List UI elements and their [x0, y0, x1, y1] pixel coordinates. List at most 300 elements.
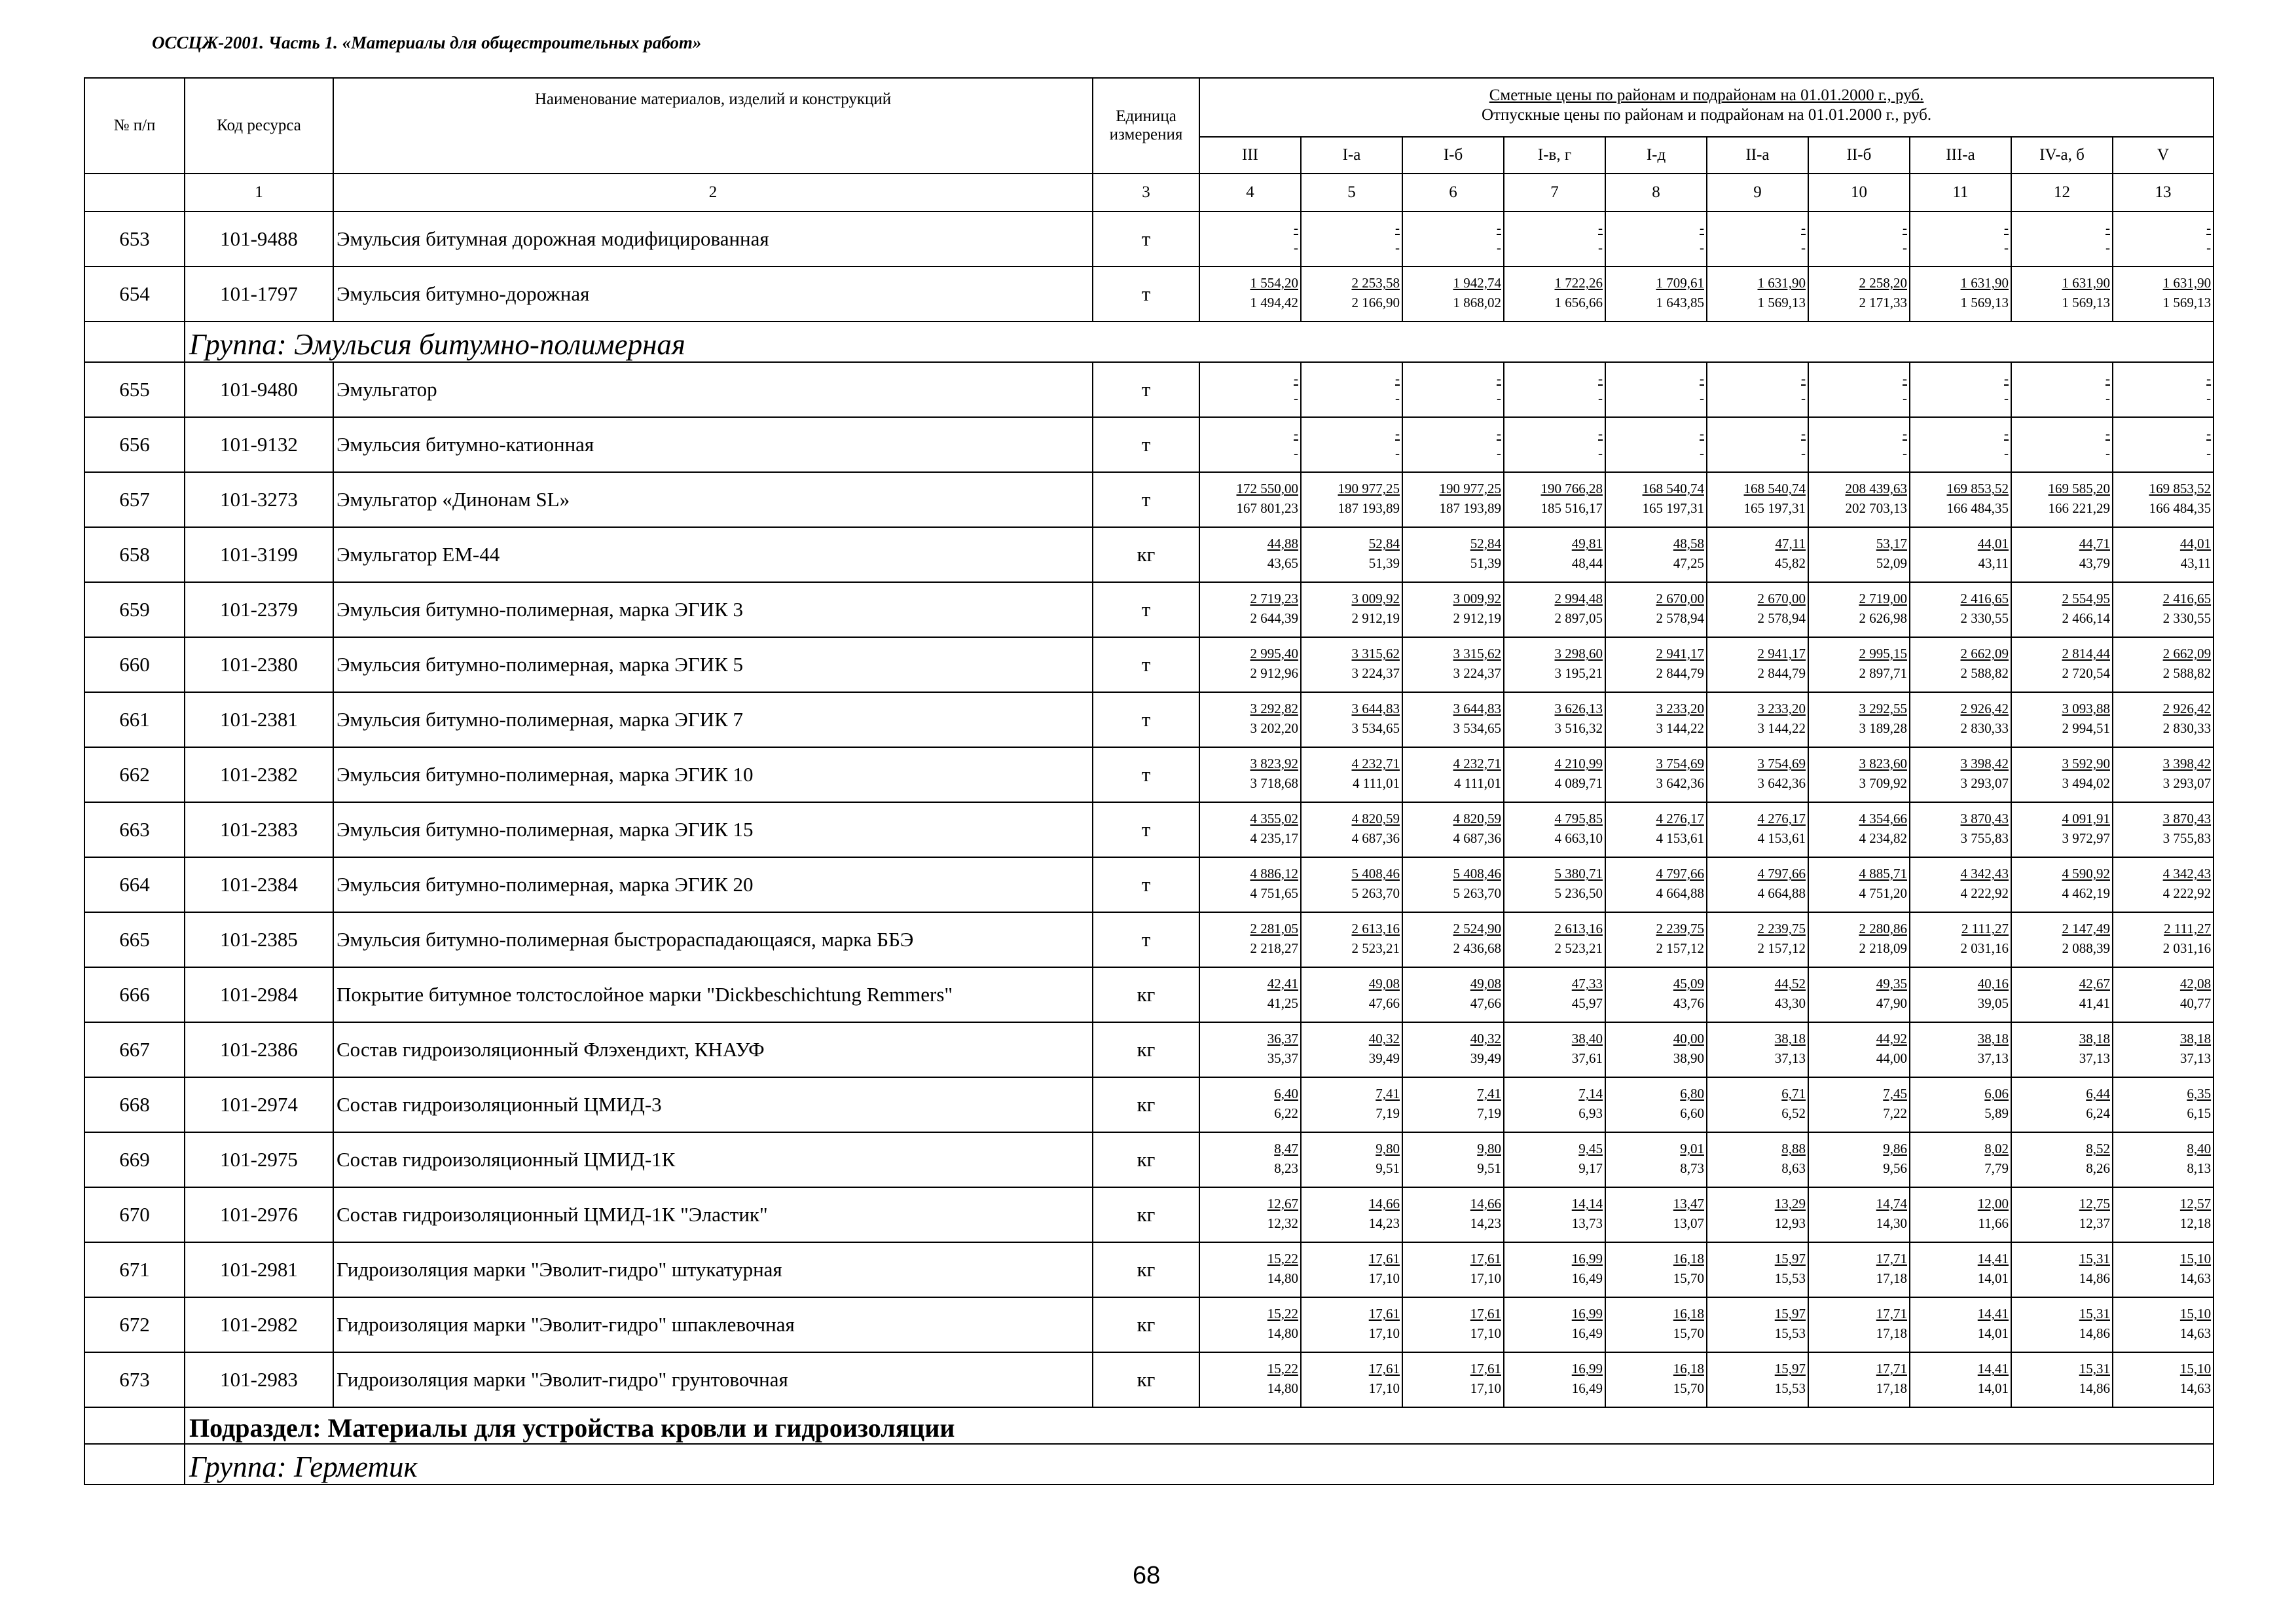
group-title: Группа: Эмульсия битумно-полимерная — [185, 322, 2214, 362]
release-price: - — [1497, 445, 1501, 461]
price-cell — [1504, 802, 1605, 857]
estimate-price: - — [1497, 371, 1501, 386]
group-title: Группа: Герметик — [185, 1444, 2214, 1485]
estimate-price: 12,57 — [2179, 1196, 2212, 1211]
unit: т — [1093, 582, 1199, 637]
price-cell — [2011, 582, 2113, 637]
estimate-price: 16,18 — [1673, 1251, 1704, 1266]
price-cell — [1808, 527, 1910, 582]
release-price: 1 656,66 — [1554, 295, 1603, 310]
estimate-price: 2 147,49 — [2062, 921, 2110, 936]
estimate-price: 6,71 — [1781, 1086, 1806, 1101]
release-price: 43,30 — [1774, 995, 1806, 1011]
release-price: 39,05 — [1977, 995, 2009, 1011]
estimate-price: 2 662,09 — [2162, 646, 2212, 661]
region-header: I-в, г — [1504, 137, 1605, 174]
release-price: 37,13 — [1774, 1050, 1806, 1066]
table-row — [84, 472, 2214, 527]
release-price: 8,63 — [1781, 1160, 1806, 1176]
release-price: 5 236,50 — [1554, 885, 1603, 901]
release-price: 2 218,27 — [1250, 940, 1298, 956]
price-cell — [2011, 747, 2113, 802]
estimate-price: 3 009,92 — [1453, 591, 1501, 606]
release-price: 3 755,83 — [2162, 830, 2212, 846]
region-header: IV-а, б — [2011, 137, 2113, 174]
unit: т — [1093, 637, 1199, 692]
price-cell — [2113, 1242, 2214, 1297]
material-name: Гидроизоляция марки "Эволит-гидро" грунтовочная — [333, 1352, 1093, 1407]
price-cell — [1808, 1242, 1910, 1297]
estimate-price: 4 590,92 — [2062, 866, 2110, 881]
release-price: 2 523,21 — [1351, 940, 1400, 956]
release-price: 6,60 — [1680, 1105, 1704, 1121]
release-price: 165 197,31 — [1743, 500, 1806, 516]
material-name: Эмульсия битумно-катионная — [333, 417, 1093, 472]
price-cell — [2113, 1132, 2214, 1187]
material-name: Покрытие битумное толстослойное марки "Dickbeschichtung Remmers" — [333, 967, 1093, 1022]
release-price: 1 643,85 — [1656, 295, 1704, 310]
unit: кг — [1093, 1297, 1199, 1352]
estimate-price: - — [1294, 426, 1298, 441]
price-cell — [1402, 267, 1504, 322]
table-row — [84, 212, 2214, 267]
estimate-price: 52,84 — [1368, 536, 1400, 551]
column-number-row — [84, 174, 2214, 212]
estimate-price: 38,18 — [1774, 1031, 1806, 1046]
column-number: 2 — [333, 174, 1093, 212]
estimate-price: 38,18 — [2179, 1031, 2212, 1046]
estimate-price: - — [2004, 426, 2009, 441]
region-header: II-б — [1808, 137, 1910, 174]
price-cell — [2011, 637, 2113, 692]
price-cell — [1707, 857, 1808, 912]
release-price: - — [1497, 390, 1501, 406]
unit: т — [1093, 802, 1199, 857]
price-cell — [2113, 857, 2214, 912]
table-row — [84, 527, 2214, 582]
release-price: 1 569,13 — [1757, 295, 1806, 310]
material-name: Эмульсия битумно-полимерная, марка ЭГИК 3 — [333, 582, 1093, 637]
release-price: 5 263,70 — [1453, 885, 1501, 901]
region-header: I-д — [1605, 137, 1707, 174]
price-cell — [1504, 1077, 1605, 1132]
estimate-price: 2 281,05 — [1250, 921, 1298, 936]
row-number: 657 — [84, 472, 185, 527]
price-cell — [1707, 637, 1808, 692]
estimate-price: 3 292,82 — [1250, 701, 1298, 716]
release-price: - — [2105, 240, 2110, 255]
price-cell — [1605, 912, 1707, 967]
price-cell — [1199, 637, 1301, 692]
row-number: 670 — [84, 1187, 185, 1242]
estimate-price: 15,97 — [1774, 1306, 1806, 1321]
subsection-row — [84, 1407, 2214, 1444]
release-price: 14,63 — [2179, 1325, 2212, 1341]
release-price: - — [2105, 445, 2110, 461]
estimate-price: 2 662,09 — [1960, 646, 2009, 661]
price-cell — [2113, 912, 2214, 967]
price-cell — [1910, 637, 2011, 692]
price-cell — [2011, 1187, 2113, 1242]
resource-code: 101-1797 — [185, 267, 333, 322]
price-cell — [1605, 417, 1707, 472]
estimate-price: 7,41 — [1376, 1086, 1400, 1101]
estimate-price: 4 276,17 — [1656, 811, 1704, 826]
row-number: 665 — [84, 912, 185, 967]
price-cell — [1504, 747, 1605, 802]
release-price: - — [1395, 240, 1400, 255]
price-cell — [1910, 1352, 2011, 1407]
subsection-title: Подраздел: Материалы для устройства кровли и гидроизоляции — [185, 1407, 2214, 1444]
release-price: 14,01 — [1977, 1325, 2009, 1341]
estimate-price: 5 408,46 — [1453, 866, 1501, 881]
price-cell — [2113, 527, 2214, 582]
release-price: 4 663,10 — [1554, 830, 1603, 846]
release-price: 37,13 — [2179, 1050, 2212, 1066]
estimate-price: - — [1598, 220, 1603, 236]
price-cell — [1605, 857, 1707, 912]
price-cell — [1504, 472, 1605, 527]
release-price: 16,49 — [1571, 1325, 1603, 1341]
release-price: 187 193,89 — [1439, 500, 1501, 516]
estimate-price: 14,66 — [1470, 1196, 1501, 1211]
price-cell — [1605, 802, 1707, 857]
price-cell — [1808, 1187, 1910, 1242]
release-price: 43,11 — [1978, 555, 2009, 571]
material-name: Эмульсия битумно-полимерная, марка ЭГИК 7 — [333, 692, 1093, 747]
release-price: 8,13 — [2187, 1160, 2212, 1176]
release-price: 3 972,97 — [2062, 830, 2110, 846]
release-price: 6,24 — [2086, 1105, 2110, 1121]
estimate-price: 2 613,16 — [1351, 921, 1400, 936]
release-price: 17,18 — [1876, 1325, 1907, 1341]
release-price: - — [1801, 390, 1806, 406]
price-cell — [1199, 1352, 1301, 1407]
release-price: 37,13 — [1977, 1050, 2009, 1066]
estimate-price: 3 315,62 — [1453, 646, 1501, 661]
region-header: I-б — [1402, 137, 1504, 174]
table-row — [84, 692, 2214, 747]
estimate-price: 17,61 — [1368, 1361, 1400, 1376]
price-cell — [1808, 857, 1910, 912]
price-cell — [1199, 1242, 1301, 1297]
release-price: 4 687,36 — [1453, 830, 1501, 846]
price-cell — [1808, 1077, 1910, 1132]
release-price: 2 466,14 — [2062, 610, 2110, 626]
release-price: 17,10 — [1470, 1380, 1501, 1396]
price-cell — [1910, 1187, 2011, 1242]
estimate-price: 14,66 — [1368, 1196, 1400, 1211]
estimate-price: - — [2004, 371, 2009, 386]
estimate-price: 2 416,65 — [2162, 591, 2212, 606]
resource-code: 101-2983 — [185, 1352, 333, 1407]
price-table — [84, 77, 2214, 1485]
release-price: 15,70 — [1673, 1380, 1704, 1396]
estimate-price: 2 524,90 — [1453, 921, 1501, 936]
estimate-price: 2 239,75 — [1656, 921, 1704, 936]
price-cell — [1605, 1187, 1707, 1242]
estimate-price: 9,80 — [1477, 1141, 1501, 1156]
material-name: Эмульсия битумная дорожная модифицированная — [333, 212, 1093, 267]
release-price: 47,66 — [1368, 995, 1400, 1011]
release-price: 3 718,68 — [1250, 775, 1298, 791]
price-cell — [1199, 362, 1301, 417]
price-cell — [1910, 747, 2011, 802]
row-number: 660 — [84, 637, 185, 692]
release-price: 1 569,13 — [1960, 295, 2009, 310]
price-cell — [1301, 417, 1402, 472]
price-cell — [1301, 1187, 1402, 1242]
estimate-price: - — [1497, 426, 1501, 441]
release-price: 9,51 — [1477, 1160, 1501, 1176]
estimate-price: 3 644,83 — [1351, 701, 1400, 716]
release-price: 2 031,16 — [2162, 940, 2212, 956]
price-cell — [1605, 527, 1707, 582]
price-cell — [1199, 1187, 1301, 1242]
release-price: 4 751,65 — [1250, 885, 1298, 901]
resource-code: 101-2974 — [185, 1077, 333, 1132]
release-price: 3 642,36 — [1656, 775, 1704, 791]
release-price: 45,97 — [1571, 995, 1603, 1011]
release-price: - — [1395, 445, 1400, 461]
estimate-price: 4 355,02 — [1250, 811, 1298, 826]
price-cell — [1707, 1187, 1808, 1242]
price-cell — [1910, 1077, 2011, 1132]
price-cell — [1605, 1022, 1707, 1077]
release-price: 2 436,68 — [1453, 940, 1501, 956]
release-price: 4 089,71 — [1554, 775, 1603, 791]
price-cell — [1910, 692, 2011, 747]
estimate-price: 2 814,44 — [2062, 646, 2110, 661]
release-price: 43,76 — [1673, 995, 1704, 1011]
release-price: 165 197,31 — [1642, 500, 1704, 516]
estimate-price: 3 754,69 — [1656, 756, 1704, 771]
estimate-price: 44,71 — [2079, 536, 2110, 551]
price-cell — [1504, 1022, 1605, 1077]
release-price: 12,32 — [1267, 1215, 1298, 1231]
release-price: 2 830,33 — [1960, 720, 2009, 736]
row-number: 661 — [84, 692, 185, 747]
release-price: 17,10 — [1368, 1380, 1400, 1396]
estimate-price: 8,52 — [2086, 1141, 2110, 1156]
estimate-price: 5 408,46 — [1351, 866, 1400, 881]
resource-code: 101-3273 — [185, 472, 333, 527]
row-number: 655 — [84, 362, 185, 417]
estimate-price: - — [1801, 426, 1806, 441]
price-cell — [1707, 967, 1808, 1022]
estimate-price: 2 995,40 — [1250, 646, 1298, 661]
header-name: Наименование материалов, изделий и конструкций — [333, 78, 1093, 174]
price-cell — [1504, 1242, 1605, 1297]
estimate-price: - — [1801, 371, 1806, 386]
price-cell — [1301, 1132, 1402, 1187]
estimate-price: 15,22 — [1267, 1251, 1298, 1266]
estimate-price: 40,32 — [1368, 1031, 1400, 1046]
region-header: III-а — [1910, 137, 2011, 174]
release-price: 4 664,88 — [1656, 885, 1704, 901]
release-price: 41,25 — [1267, 995, 1298, 1011]
table-row — [84, 362, 2214, 417]
unit: т — [1093, 212, 1199, 267]
group-row — [84, 322, 2214, 362]
price-cell — [1605, 472, 1707, 527]
unit: т — [1093, 472, 1199, 527]
price-cell — [1402, 1352, 1504, 1407]
price-cell — [1808, 637, 1910, 692]
release-price: 7,19 — [1477, 1105, 1501, 1121]
release-price: 3 534,65 — [1351, 720, 1400, 736]
estimate-price: 1 631,90 — [2162, 275, 2212, 291]
price-cell — [1605, 637, 1707, 692]
release-price: 38,90 — [1673, 1050, 1704, 1066]
estimate-price: 4 820,59 — [1453, 811, 1501, 826]
release-price: 2 897,71 — [1859, 665, 1907, 681]
release-price: 2 626,98 — [1859, 610, 1907, 626]
price-cell — [1808, 1297, 1910, 1352]
release-price: - — [1903, 240, 1907, 255]
price-cell — [1504, 912, 1605, 967]
estimate-price: 4 276,17 — [1757, 811, 1806, 826]
estimate-price: 2 995,15 — [1859, 646, 1907, 661]
estimate-price: - — [1294, 371, 1298, 386]
unit: кг — [1093, 527, 1199, 582]
table-row — [84, 1242, 2214, 1297]
table-row — [84, 267, 2214, 322]
row-number: 654 — [84, 267, 185, 322]
row-number: 668 — [84, 1077, 185, 1132]
price-cell — [1504, 527, 1605, 582]
estimate-price: 2 926,42 — [1960, 701, 2009, 716]
estimate-price: 190 977,25 — [1338, 481, 1400, 496]
price-cell — [1504, 637, 1605, 692]
release-price: 1 494,42 — [1250, 295, 1298, 310]
price-cell — [1402, 1132, 1504, 1187]
column-number: 9 — [1707, 174, 1808, 212]
price-cell — [1910, 472, 2011, 527]
region-header: V — [2113, 137, 2214, 174]
material-name: Эмульсия битумно-дорожная — [333, 267, 1093, 322]
price-cell — [1199, 1077, 1301, 1132]
price-cell — [1301, 692, 1402, 747]
price-cell — [2011, 967, 2113, 1022]
price-cell — [2113, 1022, 2214, 1077]
estimate-price: 6,80 — [1680, 1086, 1704, 1101]
release-price: 4 222,92 — [1960, 885, 2009, 901]
price-cell — [1910, 1297, 2011, 1352]
release-price: 2 523,21 — [1554, 940, 1603, 956]
estimate-price: - — [2105, 426, 2110, 441]
release-price: 14,86 — [2079, 1325, 2110, 1341]
release-price: 3 494,02 — [2062, 775, 2110, 791]
estimate-price: 42,08 — [2179, 976, 2212, 991]
estimate-price: 42,67 — [2079, 976, 2110, 991]
price-cell — [1301, 802, 1402, 857]
estimate-price: 15,31 — [2079, 1361, 2110, 1376]
estimate-price: 2 670,00 — [1656, 591, 1704, 606]
price-cell — [1504, 857, 1605, 912]
estimate-price: 13,29 — [1774, 1196, 1806, 1211]
estimate-price: 169 585,20 — [2048, 481, 2110, 496]
row-number: 658 — [84, 527, 185, 582]
release-price: 1 569,13 — [2162, 295, 2212, 310]
table-row — [84, 1132, 2214, 1187]
price-cell — [2113, 582, 2214, 637]
release-price: 11,66 — [1978, 1215, 2009, 1231]
price-cell — [1605, 967, 1707, 1022]
release-price: - — [2105, 390, 2110, 406]
price-cell — [1707, 212, 1808, 267]
estimate-price: 38,18 — [1977, 1031, 2009, 1046]
unit: кг — [1093, 967, 1199, 1022]
estimate-price: 17,71 — [1876, 1306, 1907, 1321]
estimate-price: 4 342,43 — [2162, 866, 2212, 881]
estimate-price: 4 091,91 — [2062, 811, 2110, 826]
price-cell — [1910, 527, 2011, 582]
price-cell — [1605, 362, 1707, 417]
estimate-price: 3 823,60 — [1859, 756, 1907, 771]
price-cell — [1910, 802, 2011, 857]
table-row — [84, 1022, 2214, 1077]
price-cell — [1504, 1297, 1605, 1352]
release-price: 12,37 — [2079, 1215, 2110, 1231]
price-cell — [1402, 802, 1504, 857]
estimate-price: - — [1598, 371, 1603, 386]
release-price: - — [1903, 390, 1907, 406]
estimate-price: 9,01 — [1680, 1141, 1704, 1156]
price-cell — [2011, 267, 2113, 322]
estimate-price: 49,08 — [1368, 976, 1400, 991]
estimate-price: 45,09 — [1673, 976, 1704, 991]
estimate-price: 38,40 — [1571, 1031, 1603, 1046]
estimate-price: 15,97 — [1774, 1251, 1806, 1266]
release-price: 14,01 — [1977, 1380, 2009, 1396]
header-unit: Единица измерения — [1093, 78, 1199, 174]
price-cell — [2113, 637, 2214, 692]
release-price: 5,89 — [1984, 1105, 2009, 1121]
price-cell — [1808, 1352, 1910, 1407]
release-price: - — [1294, 390, 1298, 406]
column-number: 4 — [1199, 174, 1301, 212]
price-cell — [1808, 267, 1910, 322]
estimate-price: 3 870,43 — [2162, 811, 2212, 826]
estimate-price: 44,88 — [1267, 536, 1298, 551]
release-price: 16,49 — [1571, 1380, 1603, 1396]
release-price: - — [1801, 240, 1806, 255]
price-cell — [2113, 417, 2214, 472]
price-cell — [2113, 267, 2214, 322]
price-cell — [1808, 747, 1910, 802]
release-price: 51,39 — [1470, 555, 1501, 571]
price-cell — [1301, 267, 1402, 322]
release-price: 5 263,70 — [1351, 885, 1400, 901]
price-cell — [2011, 1352, 2113, 1407]
unit: кг — [1093, 1242, 1199, 1297]
price-cell — [2011, 212, 2113, 267]
estimate-price: 40,00 — [1673, 1031, 1704, 1046]
release-price: 4 751,20 — [1859, 885, 1907, 901]
price-cell — [1707, 692, 1808, 747]
estimate-price: 6,44 — [2086, 1086, 2110, 1101]
price-cell — [2011, 1297, 2113, 1352]
estimate-price: 2 941,17 — [1757, 646, 1806, 661]
estimate-price: 2 280,86 — [1859, 921, 1907, 936]
estimate-price: 2 719,23 — [1250, 591, 1298, 606]
release-price: 2 912,19 — [1453, 610, 1501, 626]
release-price: 187 193,89 — [1338, 500, 1400, 516]
estimate-price: 4 210,99 — [1554, 756, 1603, 771]
estimate-price: 3 644,83 — [1453, 701, 1501, 716]
release-price: 167 801,23 — [1236, 500, 1298, 516]
